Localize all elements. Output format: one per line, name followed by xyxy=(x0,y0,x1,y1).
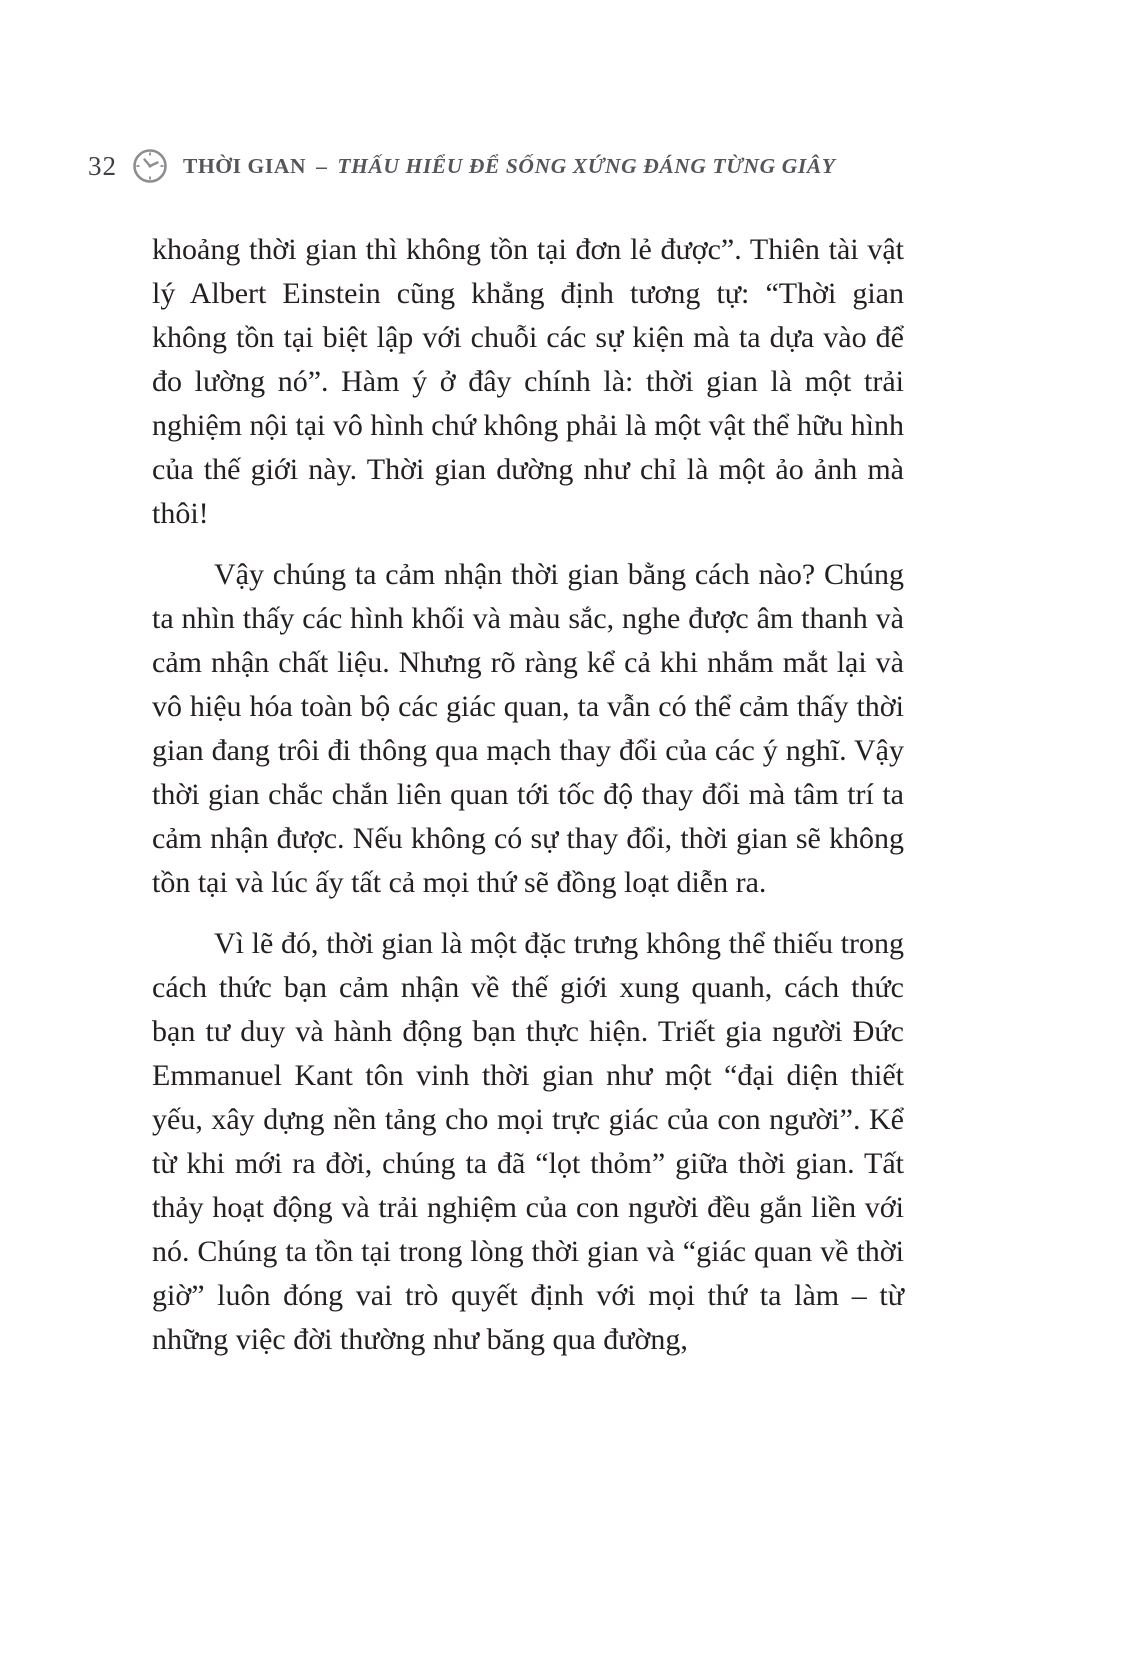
book-title-main: THỜI GIAN xyxy=(183,153,307,178)
paragraph: Vậy chúng ta cảm nhận thời gian bằng cách nào? Chúng ta nhìn thấy các hình khối và màu sắc, nghe được âm thanh và cảm nhận chất liệu. Nhưng rõ ràng kể cả khi nhắm mắt lại và vô hiệu hóa toàn bộ các giác quan, ta vẫn có thể cảm thấy thời gian đang trôi đi thông qua mạch thay đổi của các ý nghĩ. Vậy thời gian chắc chắn liên quan tới tốc độ thay đổi mà tâm trí ta cảm nhận được. Nếu không có sự thay đổi, thời gian sẽ không tồn tại và lúc ấy tất cả mọi thứ sẽ đồng loạt diễn ra. xyxy=(152,558,904,899)
page-number: 32 xyxy=(88,150,117,181)
clock-icon xyxy=(130,146,170,186)
paragraph: khoảng thời gian thì không tồn tại đơn lẻ được”. Thiên tài vật lý Albert Einstein cũng khẳng định tương tự: “Thời gian không tồn tại biệt lập với chuỗi các sự kiện mà ta dựa vào để đo lường nó”. Hàm ý ở đây chính là: thời gian là một trải nghiệm nội tại vô hình chứ không phải là một vật thể hữu hình của thế giới này. Thời gian dường như chỉ là một ảo ảnh mà thôi! xyxy=(152,233,904,530)
book-title-subtitle: THẤU HIỂU ĐỂ SỐNG XỨNG ĐÁNG TỪNG GIÂY xyxy=(337,153,836,178)
book-title-separator: – xyxy=(316,153,328,178)
paragraph: Vì lẽ đó, thời gian là một đặc trưng không thể thiếu trong cách thức bạn cảm nhận về thế giới xung quanh, cách thức bạn tư duy và hành động bạn thực hiện. Triết gia người Đức Emmanuel Kant tôn vinh thời gian như một “đại diện thiết yếu, xây dựng nền tảng cho mọi trực giác của con người”. Kể từ khi mới ra đời, chúng ta đã “lọt thỏm” giữa thời gian. Tất thảy hoạt động và trải nghiệm của con người đều gắn liền với nó. Chúng ta tồn tại trong lòng thời gian và “giác quan về thời giờ” luôn đóng vai trò quyết định với mọi thứ ta làm – từ những việc đời thường như băng qua đường, xyxy=(152,927,904,1356)
book-title xyxy=(183,154,836,179)
page-header xyxy=(88,146,836,186)
body-text xyxy=(152,228,904,1379)
